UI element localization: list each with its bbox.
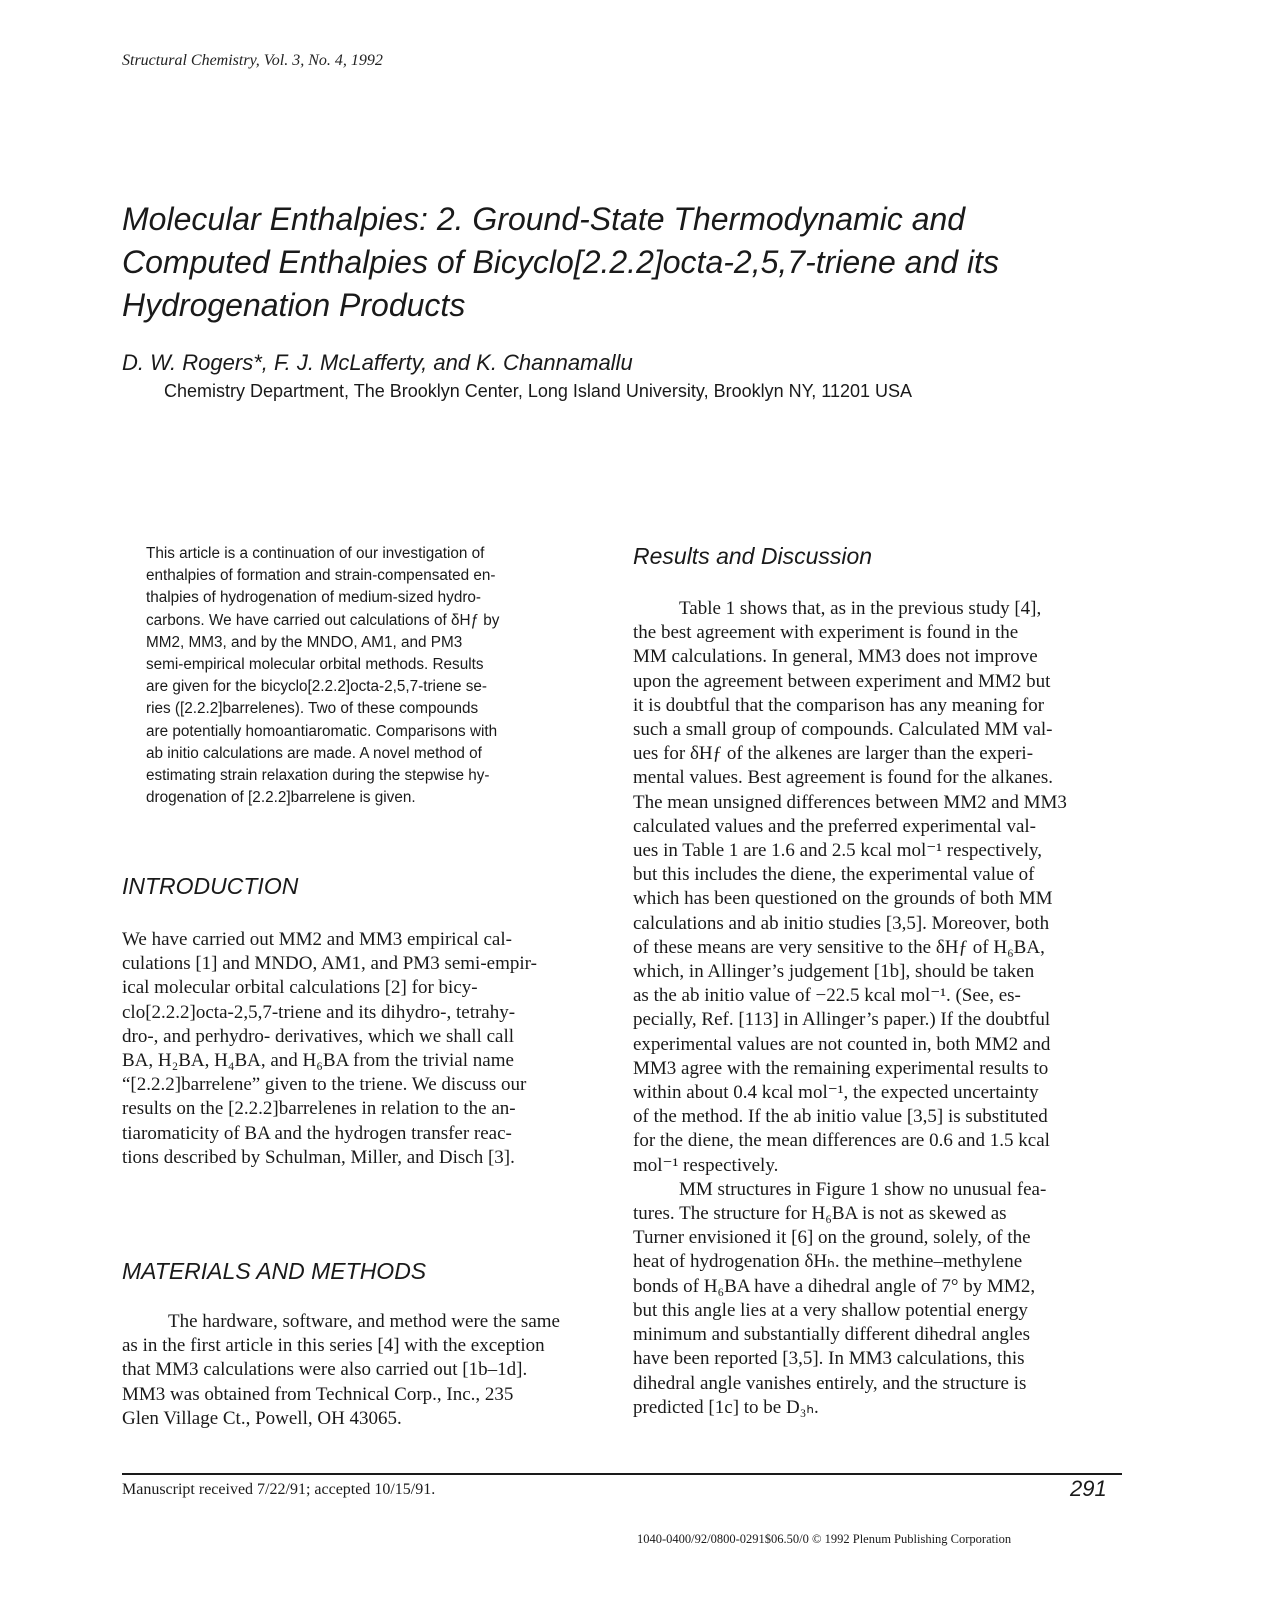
footer-divider [122,1473,1122,1475]
text-line: of the method. If the ab initio value [3,5] is substituted [633,1106,1048,1128]
copyright-line: 1040-0400/92/0800-0291$06.50/0 © 1992 Plenum Publishing Corporation [637,1532,1012,1546]
manuscript-dates: Manuscript received 7/22/91; accepted 10/15/91. [122,1481,436,1498]
abstract-line: carbons. We have carried out calculations of δHƒ by [146,611,500,629]
text-line: tures. The structure for H₆BA is not as skewed as [633,1203,1007,1225]
text-line: but this includes the diene, the experimental value of [633,864,1035,886]
text-line: ues in Table 1 are 1.6 and 2.5 kcal mol⁻¹ respectively, [633,840,1043,862]
abstract [146,543,582,809]
text-line: MM structures in Figure 1 show no unusual fea- [679,1178,1047,1200]
text-line: upon the agreement between experiment and MM2 but [633,670,1051,692]
text-line: dro-, and perhydro- derivatives, which we shall call [122,1025,515,1047]
text-line: “[2.2.2]barrelene” given to the triene. We discuss our [122,1074,527,1096]
title-line: Molecular Enthalpies: 2. Ground-State Thermodynamic and [122,201,966,237]
text-line: but this angle lies at a very shallow potential energy [633,1299,1028,1321]
text-line: it is doubtful that the comparison has any meaning for [633,694,1045,716]
text-line: clo[2.2.2]octa-2,5,7-triene and its dihydro-, tetrahy- [122,1001,516,1023]
text-line: Glen Village Ct., Powell, OH 43065. [122,1407,402,1429]
abstract-line: MM2, MM3, and by the MNDO, AM1, and PM3 [146,633,463,651]
abstract-line: ab initio calculations are made. A novel method of [146,744,482,762]
text-line: results on the [2.2.2]barrelenes in relation to the an- [122,1098,516,1120]
section-heading-methods: MATERIALS AND METHODS [122,1258,427,1284]
text-line: which has been questioned on the grounds of both MM [633,888,1053,910]
text-line: mol⁻¹ respectively. [633,1154,779,1176]
text-line: The hardware, software, and method were the same [168,1311,560,1332]
section-heading-results: Results and Discussion [633,543,873,569]
title-line: Computed Enthalpies of Bicyclo[2.2.2]octa-2,5,7-triene and its [122,244,999,280]
text-line: Turner envisioned it [6] on the ground, solely, of the [633,1227,1031,1249]
text-line: dihedral angle vanishes entirely, and the structure is [633,1372,1027,1394]
abstract-line: ries ([2.2.2]barrelenes). Two of these compounds [146,700,479,718]
text-line: culations [1] and MNDO, AM1, and PM3 semi-empir- [122,953,537,975]
text-line: The mean unsigned differences between MM2 and MM3 [633,791,1067,813]
text-line: BA, H₂BA, H₄BA, and H₆BA from the trivial name [122,1050,514,1072]
abstract-line: are given for the bicyclo[2.2.2]octa-2,5,7-triene se- [146,678,487,696]
text-line: of these means are very sensitive to the δHƒ of H₆BA, [633,936,1045,958]
text-line: as the ab initio value of −22.5 kcal mol⁻¹. (See, es- [633,985,1021,1007]
abstract-line: drogenation of [2.2.2]barrelene is given. [146,789,416,807]
abstract-line: are potentially homoantiaromatic. Comparisons with [146,722,498,740]
journal-header: Structural Chemistry, Vol. 3, No. 4, 1992 [122,52,383,69]
text-line: calculations and ab initio studies [3,5]. Moreover, both [633,912,1050,934]
text-line: ical molecular orbital calculations [2] for bicy- [122,977,478,999]
text-line: minimum and substantially different dihedral angles [633,1324,1030,1346]
abstract-line: thalpies of hydrogenation of medium-sized hydro- [146,589,482,607]
author-list: D. W. Rogers*, F. J. McLafferty, and K. Channamallu [122,350,633,375]
text-line: the best agreement with experiment is found in the [633,622,1019,644]
article-title [122,198,1122,327]
text-line: bonds of H₆BA have a dihedral angle of 7° by MM2, [633,1275,1036,1297]
page-number: 291 [1070,1476,1107,1501]
text-line: pecially, Ref. [113] in Allinger’s paper.) If the doubtful [633,1009,1051,1031]
text-line: for the diene, the mean differences are 0.6 and 1.5 kcal [633,1130,1050,1152]
text-line: ues for δHƒ of the alkenes are larger than the experi- [633,743,1034,765]
text-line: MM3 agree with the remaining experimental results to [633,1057,1049,1079]
text-line: such a small group of compounds. Calculated MM val- [633,719,1053,741]
abstract-line: This article is a continuation of our investigation of [146,545,485,562]
introduction-body [122,928,612,1170]
text-line: that MM3 calculations were also carried out [1b–1d]. [122,1359,528,1381]
abstract-line: estimating strain relaxation during the stepwise hy- [146,767,490,785]
text-line: MM3 was obtained from Technical Corp., Inc., 235 [122,1383,514,1405]
text-line: mental values. Best agreement is found for the alkanes. [633,767,1053,789]
results-body [633,597,1123,1420]
section-heading-introduction: INTRODUCTION [122,873,299,899]
text-line: heat of hydrogenation δHₕ. the methine–methylene [633,1251,1023,1273]
text-line: within about 0.4 kcal mol⁻¹, the expected uncertainty [633,1082,1039,1104]
text-line: as in the first article in this series [4] with the exception [122,1335,545,1357]
text-line: MM calculations. In general, MM3 does not improve [633,646,1038,668]
text-line: We have carried out MM2 and MM3 empirical cal- [122,929,512,950]
text-line: calculated values and the preferred experimental val- [633,815,1037,837]
text-line: tiaromaticity of BA and the hydrogen transfer reac- [122,1122,512,1144]
text-line: have been reported [3,5]. In MM3 calculations, this [633,1348,1025,1370]
text-line: which, in Allinger’s judgement [1b], should be taken [633,961,1035,983]
abstract-line: semi-empirical molecular orbital methods. Results [146,656,484,674]
text-line: Table 1 shows that, as in the previous study [4], [679,598,1042,619]
text-line: tions described by Schulman, Miller, and Disch [3]. [122,1146,515,1168]
abstract-line: enthalpies of formation and strain-compensated en- [146,567,496,585]
author-affiliation: Chemistry Department, The Brooklyn Center, Long Island University, Brooklyn NY, 11201 USA [164,381,913,401]
text-line: experimental values are not counted in, both MM2 and [633,1033,1051,1055]
text-line: predicted [1c] to be D₃ₕ. [633,1396,819,1418]
methods-body [122,1310,612,1431]
title-line: Hydrogenation Products [122,287,466,323]
